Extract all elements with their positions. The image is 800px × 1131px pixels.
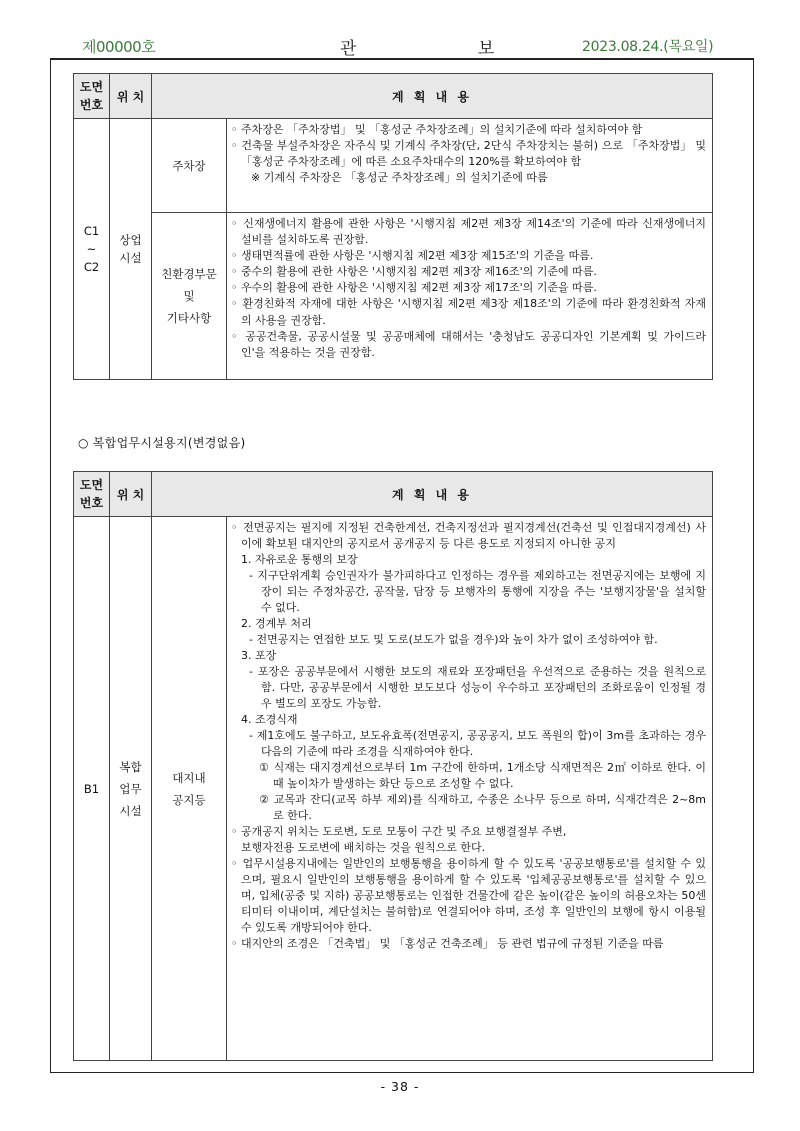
row-label-open-space: 대지내 공지등 — [152, 517, 227, 1061]
text-line: ◦ 중수의 활용에 관한 사항은 '시행지침 제2편 제3장 제16조'의 기준에 따름. — [231, 265, 597, 279]
text-line: ② 교목과 잔디(교목 하부 제외)를 식재하고, 수종은 소나무 등으로 하며, 식재간격은 2~8m로 한다. — [259, 793, 706, 822]
text-line: ◦ 공공건축물, 공공시설물 및 공공매체에 대해서는 '충청남도 공공디자인 기본계획 및 가이드라인'을 적용하는 것을 권장함. — [231, 329, 706, 359]
text-line: ① 식재는 대지경계선으로부터 1m 구간에 한하며, 1개소당 식재면적은 2㎡ 이하로 한다. 이때 높이차가 발생하는 화단 등으로 조성할 수 없다. — [259, 761, 706, 790]
text-line: ◦ 우수의 활용에 관한 사항은 '시행지침 제2편 제3장 제17조'의 기준을 따름. — [231, 281, 597, 295]
text-line: 1. 자유로운 통행의 보장 — [241, 553, 358, 566]
location-label: 상업 시설 — [110, 119, 152, 380]
text-line: 3. 포장 — [241, 649, 277, 662]
text-line: ◦ 주차장은 「주차장법」 및 「홍성군 주차장조례」의 설치기준에 따라 설치하여야 함 — [231, 123, 643, 136]
plan-table-business — [73, 471, 713, 1061]
text-line: ◦ 건축물 부설주차장은 자주식 및 기계식 주차장(단, 2단식 주차장치는 불허) 으로 「주차장법」 및 「홍성군 주차장조례」에 따른 소요주차대수의 120%를 확보하여야 함 — [231, 139, 706, 169]
text-line: - 전면공지는 연접한 보도 및 도로(보도가 없을 경우)와 높이 차가 없이 조성하여야 함. — [249, 633, 658, 646]
drawing-code: C1 ~ C2 — [74, 119, 110, 380]
text-line: 보행자전용 도로변에 배치하는 것을 원칙으로 한다. — [241, 841, 486, 854]
row-label-eco: 친환경부문 및 기타사항 — [152, 213, 227, 380]
text-line: ◦ 환경친화적 자재에 대한 사항은 '시행지침 제2편 제3장 제18조'의 기준에 따라 환경친화적 자재의 사용을 권장함. — [231, 297, 706, 327]
text-line: ◦ 공개공지 위치는 도로변, 도로 모퉁이 구간 및 주요 보행결절부 주변, — [231, 825, 567, 838]
eco-content — [227, 213, 713, 380]
open-space-content — [227, 517, 713, 1061]
header-code: 도면 번호 — [74, 472, 110, 517]
page-header — [0, 36, 800, 58]
section-bullet: ○ — [78, 436, 89, 450]
row-label-parking: 주차장 — [152, 119, 227, 213]
text-line: ◦ 전면공지는 필지에 지정된 건축한계선, 건축지정선과 필지경계선(건축선 및 인접대지경계선) 사이에 확보된 대지안의 공지로서 공개공지 등 다른 용도로 지정되지 아니한 공지 — [231, 521, 706, 550]
page-number: - 38 - — [380, 1079, 420, 1094]
gazette-title: 관 보 — [340, 39, 553, 59]
text-line: - 지구단위계획 승인권자가 불가피하다고 인정하는 경우를 제외하고는 전면공지에는 보행에 지장이 되는 주정차공간, 공작물, 담장 등 보행자의 통행에 지장을 주는 '보행지장물'을 설치할 수 없다. — [249, 569, 706, 614]
header-plan: 계 획 내 용 — [152, 472, 713, 517]
section-title — [78, 434, 245, 451]
text-line: - 제1호에도 불구하고, 보도유효폭(전면공지, 공공공지, 보도 폭원의 합)이 3m를 초과하는 경우 다음의 기준에 따라 조경을 식재하여야 한다. — [249, 729, 706, 758]
issue-number: 제00000호 — [82, 38, 156, 56]
plan-table-commercial — [73, 73, 713, 380]
text-line: ◦ 대지안의 조경은 「건축법」 및 「홍성군 건축조례」 등 관련 법규에 규정된 기준을 따름 — [231, 937, 664, 950]
text-line: ◦ 생태면적률에 관한 사항은 '시행지침 제2편 제3장 제15조'의 기준을 따름. — [231, 249, 594, 263]
section-title-text: 복합업무시설용지(변경없음) — [92, 436, 246, 450]
location-label: 복합 업무 시설 — [110, 517, 152, 1061]
issue-date: 2023.08.24.(목요일) — [582, 39, 714, 55]
text-line: ◦ 업무시설용지내에는 일반인의 보행통행을 용이하게 할 수 있도록 '공공보행통로'를 설치할 수 있으며, 필요시 일반인의 보행통행을 용이하게 할 수 있도록 '입체공공보행통로'를 설치할 수 있으며, 입체(공중 및 지하) 공공보행통로는 인접한 건물간에 같은 높이(같은 높이의 허용오차는 50센티미터 이내이며, 계단설치는 불허함)로 연결되어야 하며, 조성 후 일반인의 보행에 항시 이용될 수 있도록 개방되어야 한다. — [231, 857, 706, 934]
header-plan: 계 획 내 용 — [152, 74, 713, 119]
header-location: 위 치 — [110, 74, 152, 119]
drawing-code: B1 — [74, 517, 110, 1061]
parking-content — [227, 119, 713, 213]
text-line: - 포장은 공공부문에서 시행한 보도의 재료와 포장패턴을 우선적으로 준용하는 것을 원칙으로 함. 다만, 공공부문에서 시행한 보도보다 성능이 우수하고 포장패턴의 조화로움이 인정될 경우 별도의 포장도 가능함. — [249, 665, 706, 710]
text-line: ※ 기계식 주차장은 「홍성군 주차장조례」의 설치기준에 따름 — [251, 171, 548, 185]
text-line: ◦ 신재생에너지 활용에 관한 사항은 '시행지침 제2편 제3장 제14조'의 기준에 따라 신재생에너지 설비를 설치하도록 권장함. — [231, 217, 706, 247]
header-code: 도면 번호 — [74, 74, 110, 119]
header-location: 위 치 — [110, 472, 152, 517]
text-line: 4. 조경식재 — [241, 713, 298, 726]
text-line: 2. 경계부 처리 — [241, 617, 312, 630]
